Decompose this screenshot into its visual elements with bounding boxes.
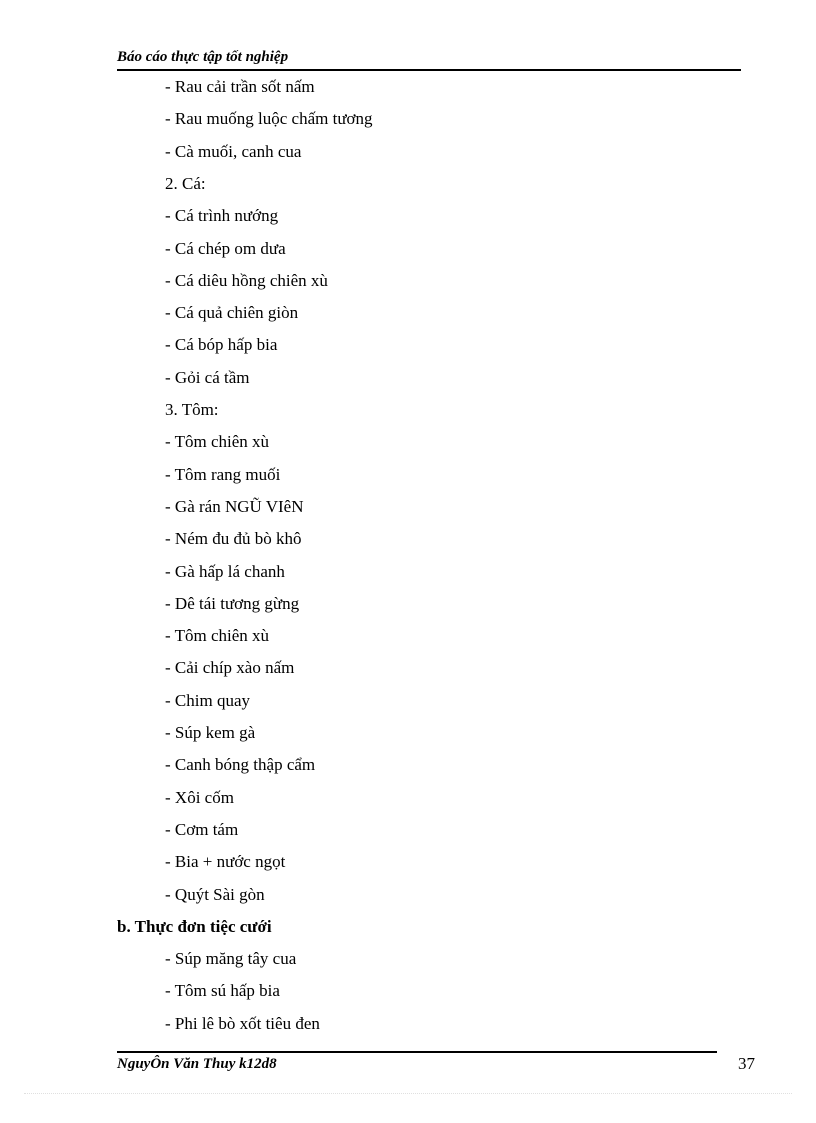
list-item: - Rau cải trần sốt nấm (165, 77, 315, 96)
list-item: - Phi lê bò xốt tiêu đen (165, 1013, 320, 1033)
list-item: - Tôm chiên xù (165, 626, 270, 646)
list-item: - Gà rán NGŨ VIêN (165, 496, 304, 516)
page-number: 37 (738, 1054, 755, 1073)
header-divider (117, 69, 741, 71)
list-item: - Cá quả chiên giòn (165, 303, 299, 323)
list-item: - Bia + nước ngọt (165, 852, 286, 872)
list-item: - Tôm sú hấp bia (165, 981, 280, 1001)
list-item: 2. Cá: (165, 173, 206, 193)
list-item: - Cá diêu hồng chiên xù (165, 270, 328, 290)
list-item: - Cơm tám (165, 819, 239, 839)
list-item: - Cà muối, canh cua (165, 141, 302, 161)
list-item: - Tôm chiên xù (165, 432, 270, 452)
list-item: - Súp kem gà (165, 723, 256, 742)
list-item: - Quýt Sài gòn (165, 884, 265, 904)
list-item: - Cá chép om dưa (165, 238, 286, 258)
list-item: - Cá bóp hấp bia (165, 335, 278, 355)
section-heading: b. Thực đơn tiệc cưới (117, 916, 272, 936)
footer-author: NguyÔn Văn Thuy k12d8 (117, 1056, 277, 1072)
page-bottom-edge (24, 1093, 792, 1094)
list-item: - Ném đu đủ bò khô (165, 529, 302, 549)
list-item: - Cá trình nướng (165, 206, 279, 226)
list-item: - Xôi cốm (165, 787, 234, 807)
list-item: - Canh bóng thập cẩm (165, 755, 316, 775)
list-item: - Chim quay (165, 690, 250, 710)
list-item: - Gỏi cá tầm (165, 367, 250, 387)
footer-divider (117, 1051, 717, 1053)
list-item: - Cải chíp xào nấm (165, 658, 295, 678)
page-header-title: Báo cáo thực tập tốt nghiệp (117, 49, 289, 65)
list-item: - Rau muống luộc chấm tương (165, 109, 373, 129)
list-item: - Tôm rang muối (165, 464, 281, 484)
list-item: - Súp măng tây cua (165, 949, 297, 969)
list-item: 3. Tôm: (165, 400, 219, 419)
list-item: - Gà hấp lá chanh (165, 561, 285, 581)
list-item: - Dê tái tương gừng (165, 593, 300, 613)
